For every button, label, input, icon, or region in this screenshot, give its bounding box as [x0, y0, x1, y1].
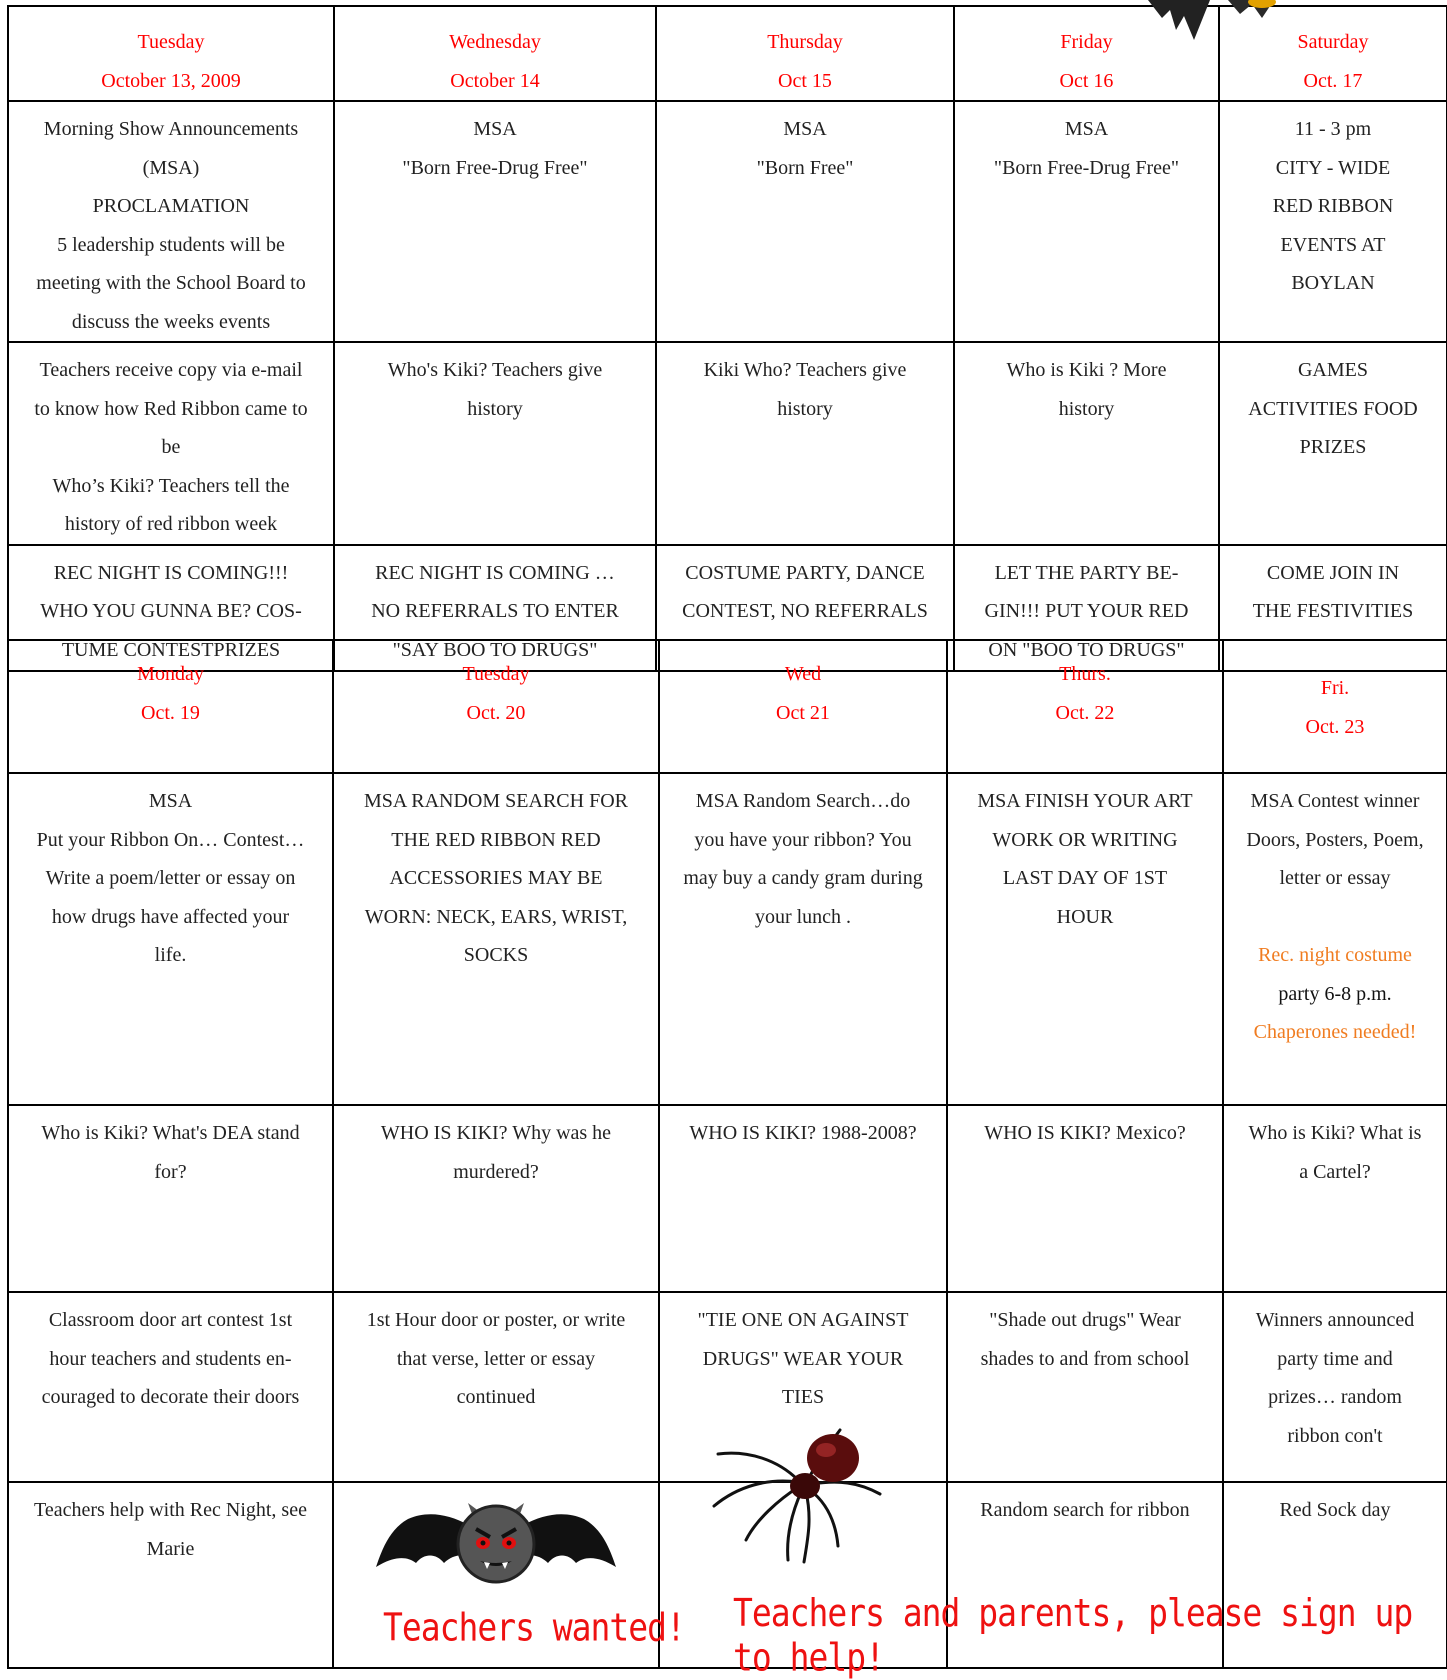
cell-oct-13-rec-night: REC NIGHT IS COMING!!! WHO YOU GUNNA BE? COS- TUME CONTESTPRIZES	[8, 545, 334, 671]
cell-oct-19-kiki: Who is Kiki? What's DEA stand for?	[8, 1105, 333, 1292]
cell-oct-22-msa: MSA FINISH YOUR ART WORK OR WRITING LAST DAY OF 1ST HOUR	[947, 773, 1223, 1105]
header-fri-oct-23: Fri. Oct. 23	[1223, 640, 1447, 773]
party-time-text: party 6-8 p.m.	[1278, 982, 1392, 1005]
teachers-wanted-callout: Teachers wanted!	[383, 1605, 685, 1650]
cell-oct-23-winners: Winners announced party time and prizes… random ribbon con't	[1223, 1292, 1447, 1482]
header-wednesday-oct-14: Wednesday October 14	[334, 6, 656, 101]
cell-oct-14-rec-night: REC NIGHT IS COMING … NO REFERRALS TO ENTER "SAY BOO TO DRUGS"	[334, 545, 656, 671]
week-1-kiki-row	[8, 342, 1447, 545]
cell-oct-16-kiki: Who is Kiki ? More history	[954, 342, 1219, 545]
cell-oct-20-kiki: WHO IS KIKI? Why was he murdered?	[333, 1105, 659, 1292]
header-tuesday-oct-20: Tuesday Oct. 20	[333, 640, 659, 773]
cell-oct-15-costume-party: COSTUME PARTY, DANCE CONTEST, NO REFERRALS	[656, 545, 954, 671]
cell-oct-14-kiki: Who's Kiki? Teachers give history	[334, 342, 656, 545]
cell-oct-20-door-art: 1st Hour door or poster, or write that verse, letter or essay continued	[333, 1292, 659, 1482]
cell-oct-23-red-sock: Red Sock day	[1223, 1482, 1447, 1668]
header-saturday-oct-17: Saturday Oct. 17	[1219, 6, 1447, 101]
cell-oct-23-msa: MSA Contest winner Doors, Posters, Poem, letter or essay Rec. night costume party 6-8 p.m. Chaperones needed!	[1223, 773, 1447, 1105]
bat-wing-icon	[1140, 0, 1280, 50]
cell-oct-21-ties: "TIE ONE ON AGAINST DRUGS" WEAR YOUR TIES	[659, 1292, 947, 1482]
bat-icon	[376, 1489, 616, 1604]
week-2-kiki-row	[8, 1105, 1447, 1292]
week-1-calendar	[7, 5, 1447, 672]
cell-oct-19-msa: MSA Put your Ribbon On… Contest… Write a poem/letter or essay on how drugs have affected your life.	[8, 773, 333, 1105]
rec-night-costume-text: Rec. night costume	[1258, 944, 1412, 966]
spider-icon	[708, 1420, 898, 1565]
week-1-announcements-row	[8, 101, 1447, 342]
sign-up-callout: Teachers and parents, please sign up to help!	[733, 1590, 1413, 1680]
cell-oct-19-helpers: Teachers help with Rec Night, see Marie	[8, 1482, 333, 1668]
cell-oct-15-kiki: Kiki Who? Teachers give history	[656, 342, 954, 545]
cell-oct-16-msa: MSA "Born Free-Drug Free"	[954, 101, 1219, 342]
cell-oct-20-msa: MSA RANDOM SEARCH FOR THE RED RIBBON RED ACCESSORIES MAY BE WORN: NECK, EARS, WRIST, SOCKS	[333, 773, 659, 1105]
cell-oct-17-games: GAMES ACTIVITIES FOOD PRIZES	[1219, 342, 1447, 545]
header-thursday-oct-15: Thursday Oct 15	[656, 6, 954, 101]
cell-oct-21-kiki: WHO IS KIKI? 1988-2008?	[659, 1105, 947, 1292]
header-tuesday-oct-13: Tuesday October 13, 2009	[8, 6, 334, 101]
cell-oct-17-festivities: COME JOIN IN THE FESTIVITIES	[1219, 545, 1447, 671]
header-friday-oct-16: Friday Oct 16	[954, 6, 1219, 101]
cell-oct-22-shades: "Shade out drugs" Wear shades to and from school	[947, 1292, 1223, 1482]
cell-oct-23-kiki: Who is Kiki? What is a Cartel?	[1223, 1105, 1447, 1292]
cell-oct-17-events: 11 - 3 pm CITY - WIDE RED RIBBON EVENTS AT BOYLAN	[1219, 101, 1447, 342]
cell-oct-13-kiki: Teachers receive copy via e-mail to know how Red Ribbon came to be Who’s Kiki? Teachers tell the history of red ribbon week	[8, 342, 334, 545]
cell-oct-14-msa: MSA "Born Free-Drug Free"	[334, 101, 656, 342]
cell-oct-21-msa: MSA Random Search…do you have your ribbon? You may buy a candy gram during your lunch .	[659, 773, 947, 1105]
week-2-header-row	[8, 640, 1447, 773]
chaperones-needed-text: Chaperones needed!	[1253, 1021, 1417, 1043]
week-2-msa-row	[8, 773, 1447, 1105]
cell-oct-15-msa: MSA "Born Free"	[656, 101, 954, 342]
header-monday-oct-19: Monday Oct. 19	[8, 640, 333, 773]
cell-oct-22-random-search: Random search for ribbon	[947, 1482, 1223, 1668]
cell-oct-19-door-art: Classroom door art contest 1st hour teachers and students en- couraged to decorate their doors	[8, 1292, 333, 1482]
cell-oct-22-kiki: WHO IS KIKI? Mexico?	[947, 1105, 1223, 1292]
header-thurs-oct-22: Thurs. Oct. 22	[947, 640, 1223, 773]
header-wed-oct-21: Wed Oct 21	[659, 640, 947, 773]
cell-oct-16-party: LET THE PARTY BE- GIN!!! PUT YOUR RED ON "BOO TO DRUGS"	[954, 545, 1219, 671]
cell-oct-13-msa: Morning Show Announcements (MSA) PROCLAMATION 5 leadership students will be meeting with the School Board to discuss the weeks events	[8, 101, 334, 342]
